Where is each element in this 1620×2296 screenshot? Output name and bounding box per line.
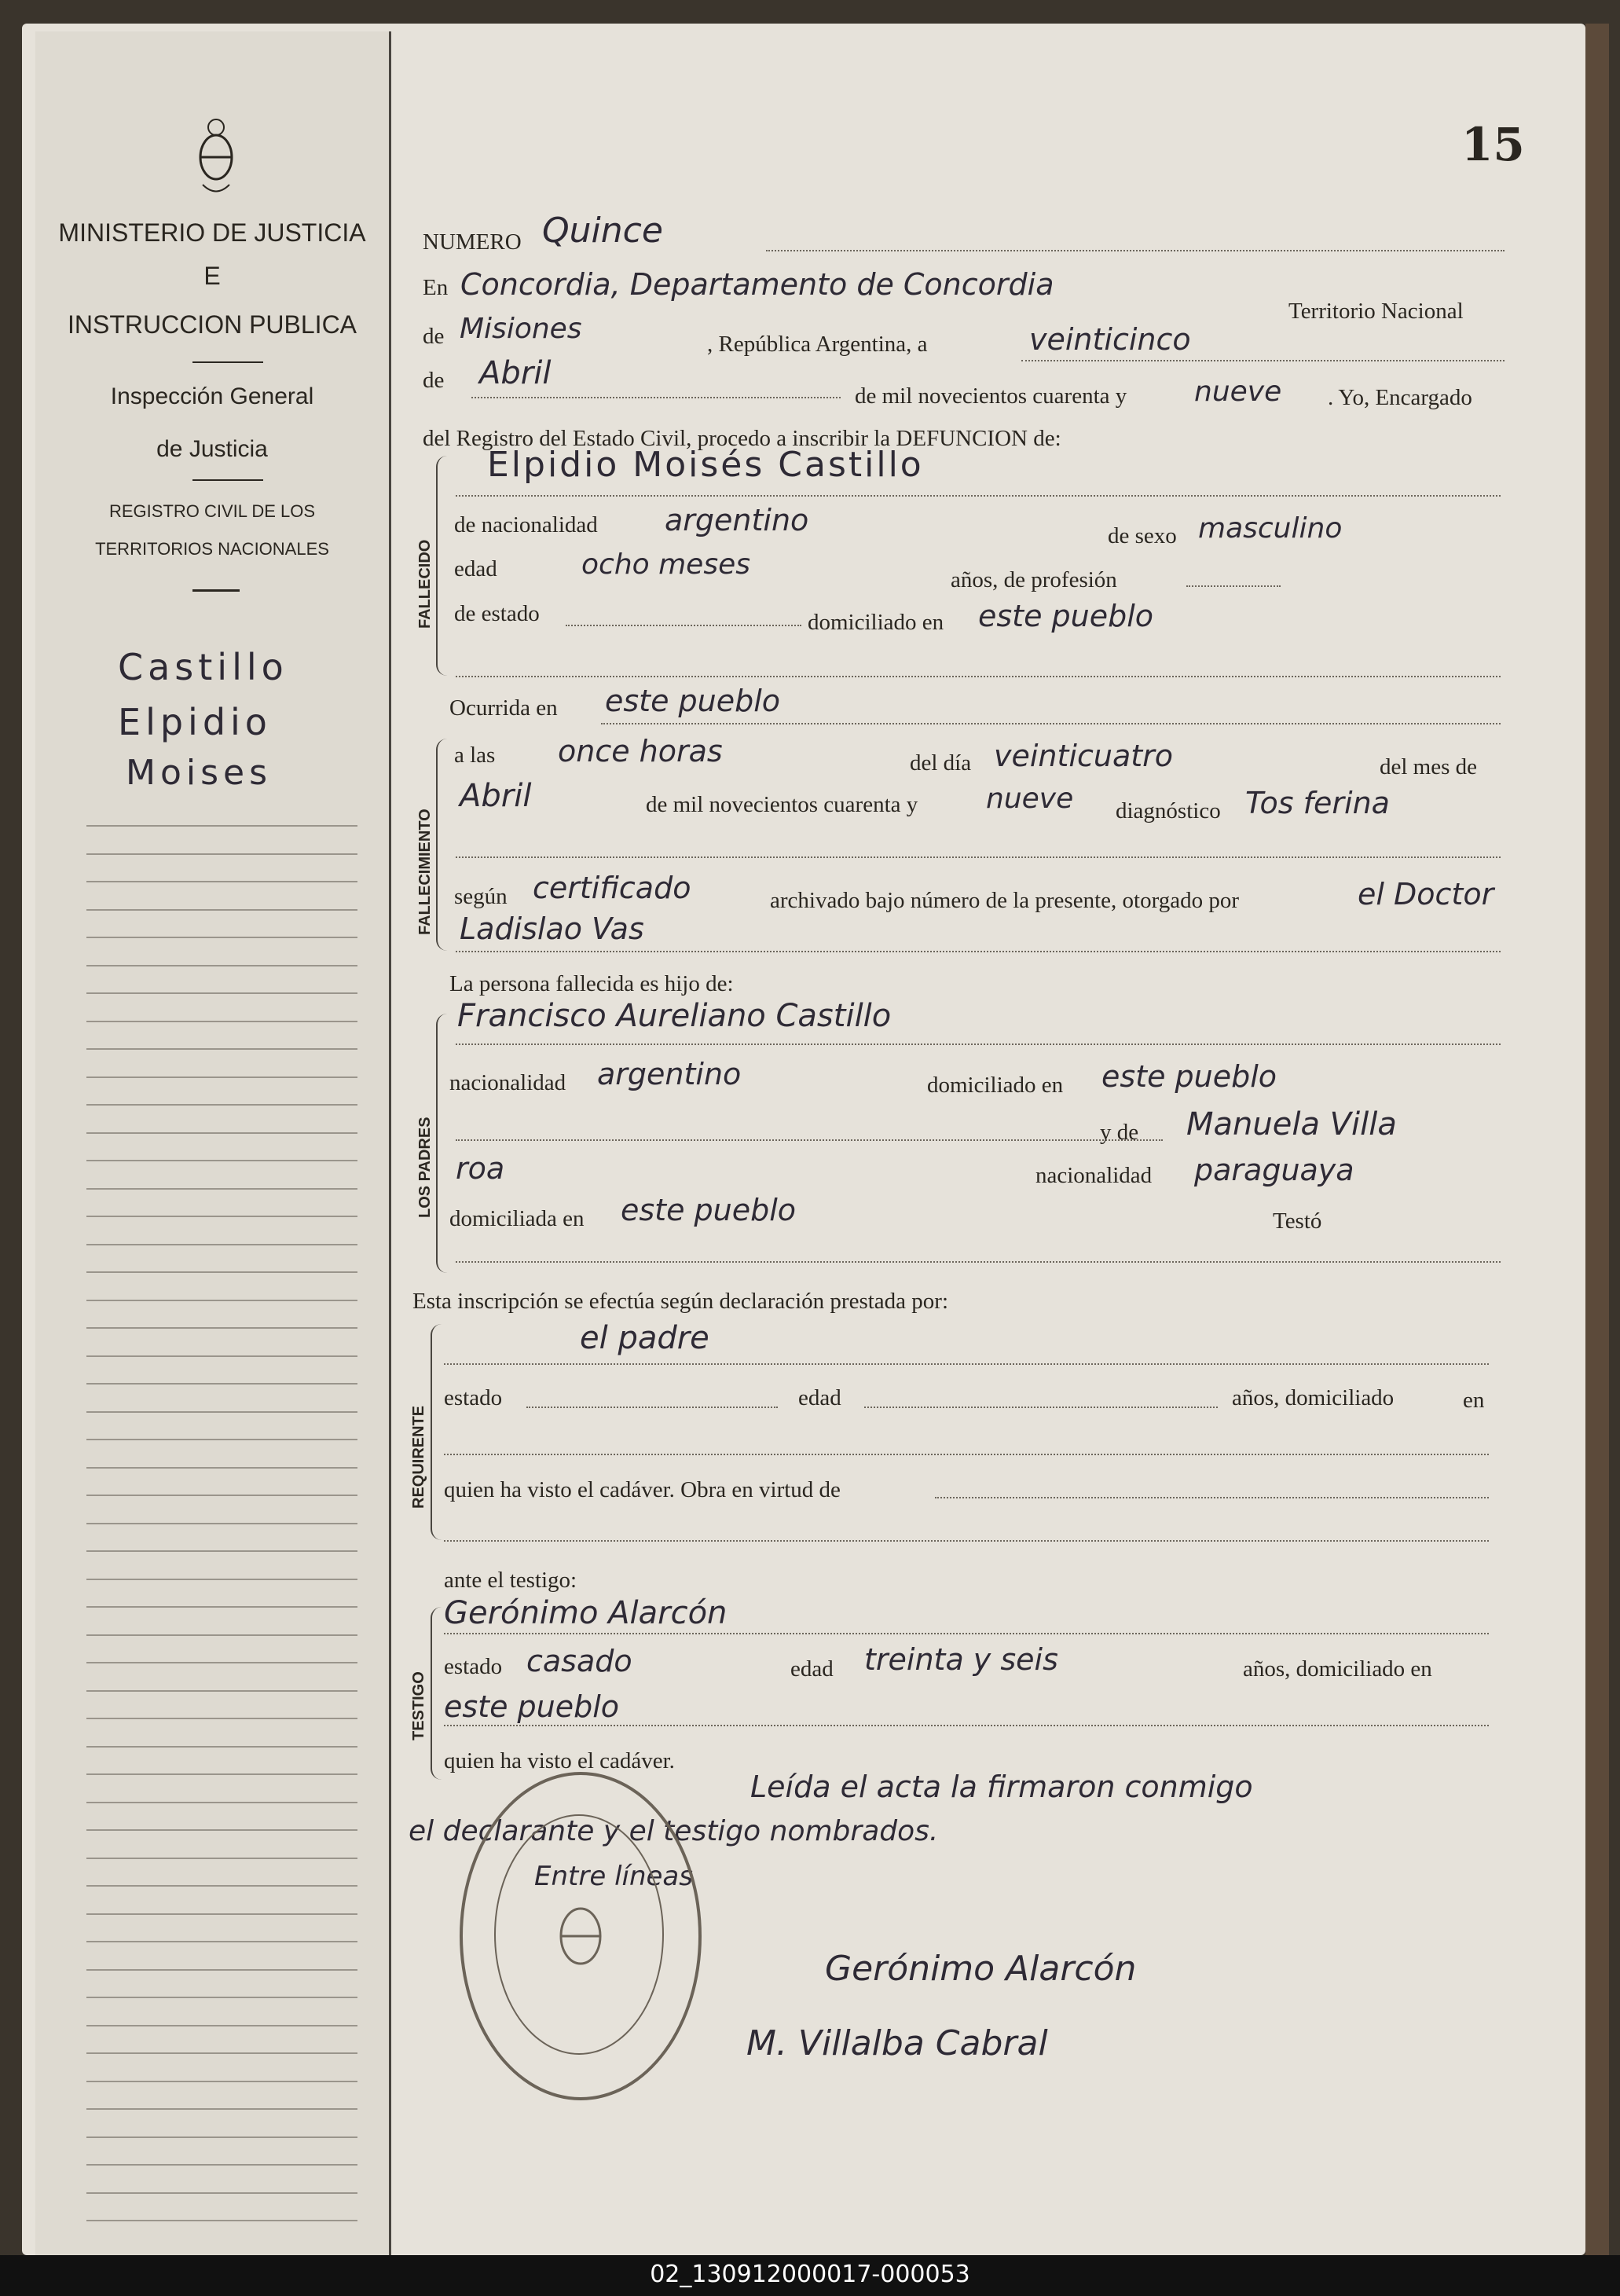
requirente-label: REQUIRENTE [410, 1405, 427, 1509]
edad-label: edad [454, 556, 497, 581]
margin-ruled-line [86, 1048, 357, 1050]
fallecimiento-brace [436, 739, 449, 951]
coat-of-arms-icon [196, 110, 236, 204]
territorio-value: Misiones [460, 313, 582, 345]
de-label-2: de [423, 368, 445, 393]
testo-label: Testó [1273, 1209, 1322, 1234]
margin-ruled-line [86, 2220, 357, 2221]
profesion-blank [1186, 585, 1281, 587]
margin-ruled-line [86, 1076, 357, 1078]
dom1-label: domiciliado en [927, 1073, 1064, 1098]
nacionalidad-value: argentino [665, 503, 809, 537]
domicilio-value: este pueblo [978, 599, 1154, 633]
requirente-brace [431, 1324, 443, 1540]
edad-value: ocho meses [581, 548, 750, 581]
margin-ruled-line [86, 1718, 357, 1719]
padre-value: Francisco Aureliano Castillo [457, 998, 892, 1034]
fallecido-label: FALLECIDO [416, 539, 434, 629]
page-number: 15 [1461, 118, 1525, 171]
margin-ruled-line [86, 1858, 357, 1859]
nacionalidad-label: de nacionalidad [454, 512, 598, 537]
ocurrida-blank [601, 723, 1501, 724]
year-label: de mil novecientos cuarenta y [855, 383, 1127, 409]
margin-ruled-line [86, 1411, 357, 1413]
madre-value-2: roa [456, 1151, 505, 1186]
month-value: Abril [479, 355, 552, 391]
madre-value-1: Manuela Villa [1186, 1106, 1397, 1142]
letterhead-divider [192, 361, 263, 363]
testigo-edad-value: treinta y seis [864, 1642, 1058, 1677]
day-blank [1021, 360, 1505, 361]
letterhead-divider [192, 589, 240, 592]
margin-ruled-line [86, 1188, 357, 1190]
margin-ruled-line [86, 1941, 357, 1942]
margin-ruled-line [86, 1383, 357, 1385]
otorgado-value: el Doctor [1358, 877, 1494, 911]
margin-ruled-line [86, 1160, 357, 1161]
padres-blank [456, 1261, 1501, 1263]
margin-ruled-line [86, 1244, 357, 1245]
margin-ruled-line [86, 1690, 357, 1692]
margin-ruled-line [86, 992, 357, 994]
margin-ruled-line [86, 1271, 357, 1273]
nac2-value: paraguaya [1194, 1153, 1354, 1187]
margin-ruled-line [86, 881, 357, 882]
margin-ruled-line [86, 1773, 357, 1775]
sexo-value: masculino [1198, 512, 1343, 545]
req-edad-blank [864, 1407, 1218, 1408]
closing-line-1: Leída el acta la firmaron conmigo [750, 1770, 1253, 1804]
inspection-line-2: de Justicia [156, 436, 268, 462]
margin-ruled-line [86, 1579, 357, 1580]
de-label: de [423, 324, 445, 349]
dom2-value: este pueblo [621, 1193, 797, 1227]
seal-emblem-icon [553, 1893, 608, 1979]
margin-note-line-1: Castillo [118, 646, 288, 688]
closing-line-2: el declarante y el testigo nombrados. [409, 1815, 939, 1847]
margin-ruled-line [86, 1913, 357, 1915]
dia-label: del día [910, 750, 972, 776]
margin-ruled-line [86, 1132, 357, 1134]
margin-note-line-2: Elpidio [118, 701, 272, 743]
document-id: 02_130912000017-000053 [650, 2261, 970, 2288]
en-label: En [423, 275, 449, 300]
margin-ruled-line [86, 1216, 357, 1217]
margin-ruled-line [86, 2025, 357, 2026]
diagnostico-label: diagnóstico [1116, 798, 1221, 823]
madre-blank [456, 1139, 1163, 1141]
year-value-2: nueve [986, 783, 1074, 815]
estado-label: de estado [454, 601, 540, 626]
mes-label: del mes de [1380, 754, 1478, 779]
margin-ruled-line [86, 825, 357, 827]
ministry-line-3: INSTRUCCION PUBLICA [67, 310, 357, 339]
req-end-blank [444, 1540, 1489, 1542]
doctor-blank [456, 951, 1501, 952]
req-dom-blank [444, 1454, 1489, 1455]
declarante-blank [444, 1363, 1489, 1365]
hora-value: once horas [558, 734, 723, 768]
margin-ruled-line [86, 1969, 357, 1971]
margin-ruled-line [86, 1829, 357, 1831]
numero-blank [766, 250, 1505, 251]
numero-value: Quince [542, 211, 663, 251]
testigo-estado-label: estado [444, 1654, 503, 1679]
padres-intro: La persona fallecida es hijo de: [449, 971, 734, 996]
day-value: veinticinco [1029, 322, 1191, 357]
nac1-label: nacionalidad [449, 1070, 566, 1095]
left-margin-column [35, 31, 391, 2263]
numero-label: NUMERO [423, 229, 522, 255]
segun-label: según [454, 884, 508, 909]
en-value: Concordia, Departamento de Concordia [460, 267, 1054, 302]
dom2-label: domiciliada en [449, 1206, 585, 1231]
testigo-dom-blank [444, 1725, 1489, 1726]
dom1-value: este pueblo [1101, 1059, 1277, 1094]
testigo-intro: ante el testigo: [444, 1568, 577, 1593]
territorio-label: Territorio Nacional [1288, 299, 1464, 324]
req-visto-label: quien ha visto el cadáver. Obra en virtud de [444, 1477, 841, 1502]
archivado-label: archivado bajo número de la presente, otorgado por [770, 888, 1239, 913]
letterhead-divider [192, 479, 263, 481]
testigo-name: Gerónimo Alarcón [444, 1595, 728, 1631]
margin-ruled-line [86, 1997, 357, 1998]
year-value: nueve [1194, 376, 1282, 408]
padres-brace [436, 1014, 449, 1273]
ocurrida-value: este pueblo [605, 684, 781, 718]
margin-ruled-line [86, 2081, 357, 2082]
alas-label: a las [454, 743, 496, 768]
domicilio-label: domiciliado en [808, 610, 944, 635]
margin-ruled-line [86, 2136, 357, 2138]
margin-ruled-line [86, 853, 357, 855]
margin-ruled-line [86, 1746, 357, 1748]
nac2-label: nacionalidad [1035, 1163, 1153, 1188]
margin-ruled-line [86, 1550, 357, 1552]
fallecido-blank [456, 676, 1501, 677]
signature-1: Gerónimo Alarcón [825, 1949, 1137, 1989]
margin-ruled-line [86, 1439, 357, 1440]
margin-ruled-line [86, 2108, 357, 2110]
testigo-brace [431, 1607, 443, 1780]
estado-blank [566, 625, 801, 626]
registry-line-1: REGISTRO CIVIL DE LOS [108, 501, 316, 521]
dia-value: veinticuatro [994, 739, 1173, 773]
margin-ruled-line [86, 1662, 357, 1663]
margin-ruled-line [86, 1523, 357, 1524]
req-edad-label: edad [798, 1385, 841, 1410]
year-label-2: de mil novecientos cuarenta y [646, 792, 918, 817]
req-en-label: en [1463, 1388, 1485, 1413]
testigo-visto-label: quien ha visto el cadáver. [444, 1748, 675, 1773]
registry-line-2: TERRITORIOS NACIONALES [95, 539, 329, 559]
req-virtud-blank [935, 1497, 1489, 1498]
diagnostico-value: Tos ferina [1245, 786, 1390, 820]
intro-line: del Registro del Estado Civil, procedo a inscribir la DEFUNCION de: [423, 426, 1061, 451]
fallecimiento-label: FALLECIMIENTO [416, 809, 434, 935]
nac1-value: argentino [597, 1057, 742, 1091]
closing-line-3: Entre líneas [534, 1861, 693, 1892]
margin-ruled-line [86, 1021, 357, 1022]
margin-ruled-line [86, 1327, 357, 1329]
doctor-value: Ladislao Vas [460, 911, 644, 946]
margin-ruled-line [86, 965, 357, 966]
margin-ruled-line [86, 1355, 357, 1357]
margin-ruled-line [86, 1467, 357, 1469]
ministry-line-1: MINISTERIO DE JUSTICIA [58, 218, 366, 247]
profesion-label: años, de profesión [951, 567, 1117, 592]
fallecimiento-blank [456, 856, 1501, 858]
margin-ruled-line [86, 1634, 357, 1636]
req-estado-label: estado [444, 1385, 503, 1410]
fallecido-brace [436, 456, 449, 676]
sexo-label: de sexo [1108, 523, 1177, 548]
name-blank [456, 495, 1501, 497]
mes-value: Abril [460, 778, 532, 814]
req-anos-label: años, domiciliado [1232, 1385, 1395, 1410]
encargado-label: . Yo, Encargado [1328, 385, 1472, 410]
signature-2: M. Villalba Cabral [746, 2023, 1048, 2063]
testigo-edad-label: edad [790, 1656, 834, 1682]
margin-ruled-line [86, 1495, 357, 1496]
padres-label: LOS PADRES [416, 1117, 434, 1218]
official-seal [460, 1772, 702, 2100]
testigo-name-blank [444, 1633, 1489, 1634]
declarante-value: el padre [580, 1320, 709, 1356]
margin-ruled-line [86, 2052, 357, 2054]
margin-ruled-line [86, 909, 357, 911]
yde-label: y de [1100, 1120, 1139, 1145]
ocurrida-label: Ocurrida en [449, 695, 558, 721]
book-spine-edge [1585, 24, 1609, 2255]
margin-ruled-line [86, 2192, 357, 2194]
margin-ruled-line [86, 937, 357, 938]
padre-blank [456, 1043, 1501, 1045]
requirente-intro: Esta inscripción se efectúa según declaración prestada por: [412, 1289, 949, 1314]
inspection-line-1: Inspección General [110, 383, 314, 409]
segun-value: certificado [533, 871, 691, 905]
margin-ruled-line [86, 1606, 357, 1608]
fallecido-name: Elpidio Moisés Castillo [487, 445, 924, 485]
testigo-estado-value: casado [526, 1644, 632, 1678]
testigo-anos-label: años, domiciliado en [1243, 1656, 1432, 1682]
margin-ruled-line [86, 1802, 357, 1803]
republica-label: , República Argentina, a [707, 332, 928, 357]
margin-ruled-line [86, 2164, 357, 2166]
margin-ruled-line [86, 1300, 357, 1301]
margin-ruled-line [86, 1885, 357, 1887]
testigo-label: TESTIGO [410, 1671, 427, 1740]
req-estado-blank [526, 1407, 778, 1408]
margin-note-line-3: Moises [126, 753, 273, 793]
month-blank [471, 397, 841, 398]
margin-ruled-line [86, 1104, 357, 1106]
ministry-line-2: E [203, 262, 221, 290]
testigo-dom-value: este pueblo [444, 1689, 620, 1724]
